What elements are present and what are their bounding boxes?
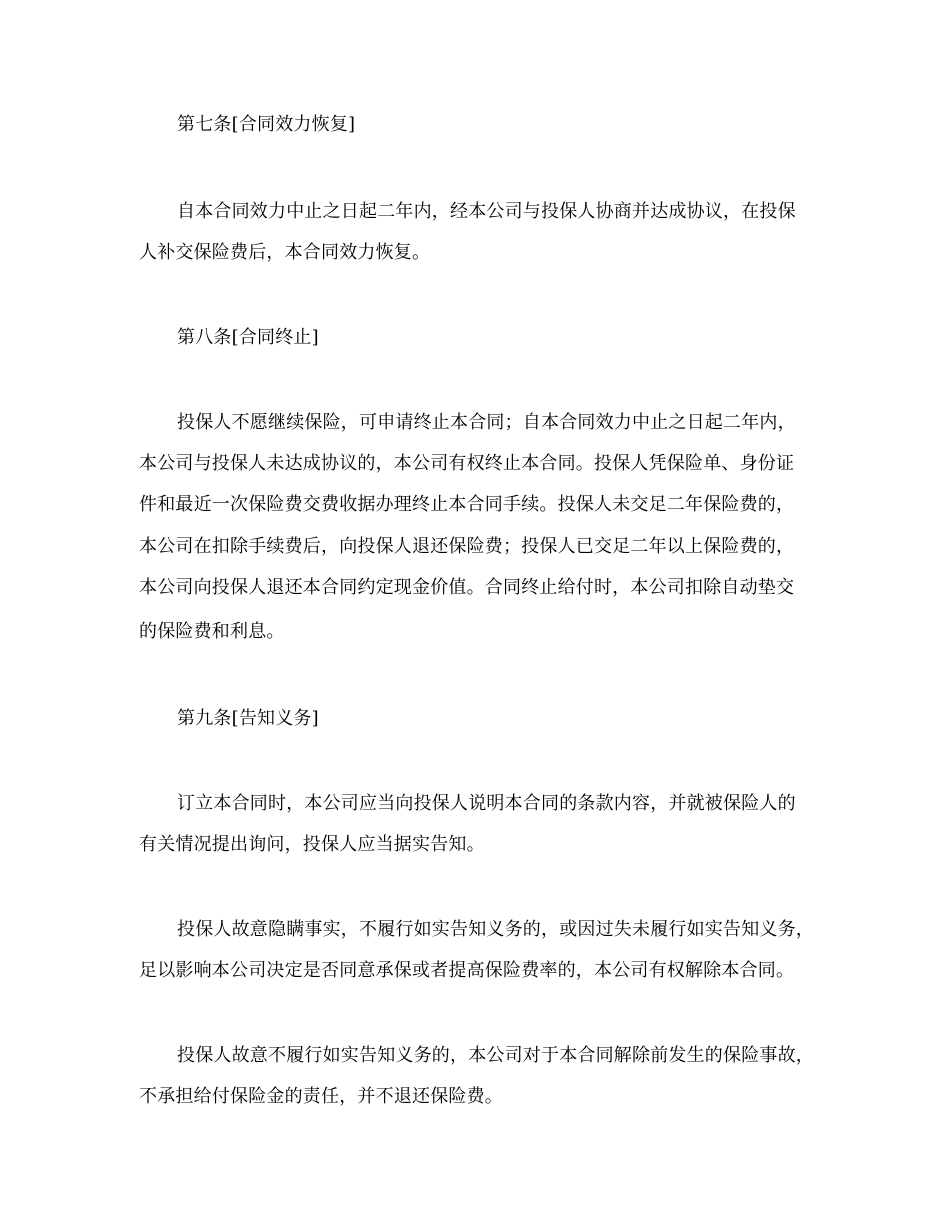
article-8-paragraph-line: 的保险费和利息。 [139,621,285,642]
article-9-heading: 第九条[告知义务] [177,708,319,729]
article-8-paragraph-line: 件和最近一次保险费交费收据办理终止本合同手续。投保人未交足二年保险费的， [139,494,795,515]
article-8-paragraph-line: 本公司向投保人退还本合同约定现金价值。合同终止给付时，本公司扣除自动垫交 [139,577,795,598]
article-9-paragraph-line: 投保人故意隐瞒事实，不履行如实告知义务的，或因过失未履行如实告知义务， [177,919,814,940]
article-8-paragraph-line: 本公司与投保人未达成协议的，本公司有权终止本合同。投保人凭保险单、身份证 [139,453,795,474]
article-7-heading: 第七条[合同效力恢复] [177,114,356,135]
article-7-paragraph-line: 人补交保险费后，本合同效力恢复。 [139,242,431,263]
article-9-paragraph-line: 不承担给付保险金的责任，并不退还保险费。 [139,1086,503,1107]
article-8-paragraph-line: 投保人不愿继续保险，可申请终止本合同；自本合同效力中止之日起二年内， [177,412,796,433]
article-9-paragraph-line: 投保人故意不履行如实告知义务的，本公司对于本合同解除前发生的保险事故， [177,1045,814,1066]
article-8-heading: 第八条[合同终止] [177,327,319,348]
article-9-paragraph-line: 订立本合同时，本公司应当向投保人说明本合同的条款内容，并就被保险人的 [177,793,796,814]
article-8-paragraph-line: 本公司在扣除手续费后，向投保人退还保险费；投保人已交足二年以上保险费的， [139,536,795,557]
article-9-paragraph-line: 有关情况提出询问，投保人应当据实告知。 [139,834,485,855]
article-7-paragraph-line: 自本合同效力中止之日起二年内，经本公司与投保人协商并达成协议，在投保 [177,201,796,222]
article-9-paragraph-line: 足以影响本公司决定是否同意承保或者提高保险费率的，本公司有权解除本合同。 [139,960,795,981]
